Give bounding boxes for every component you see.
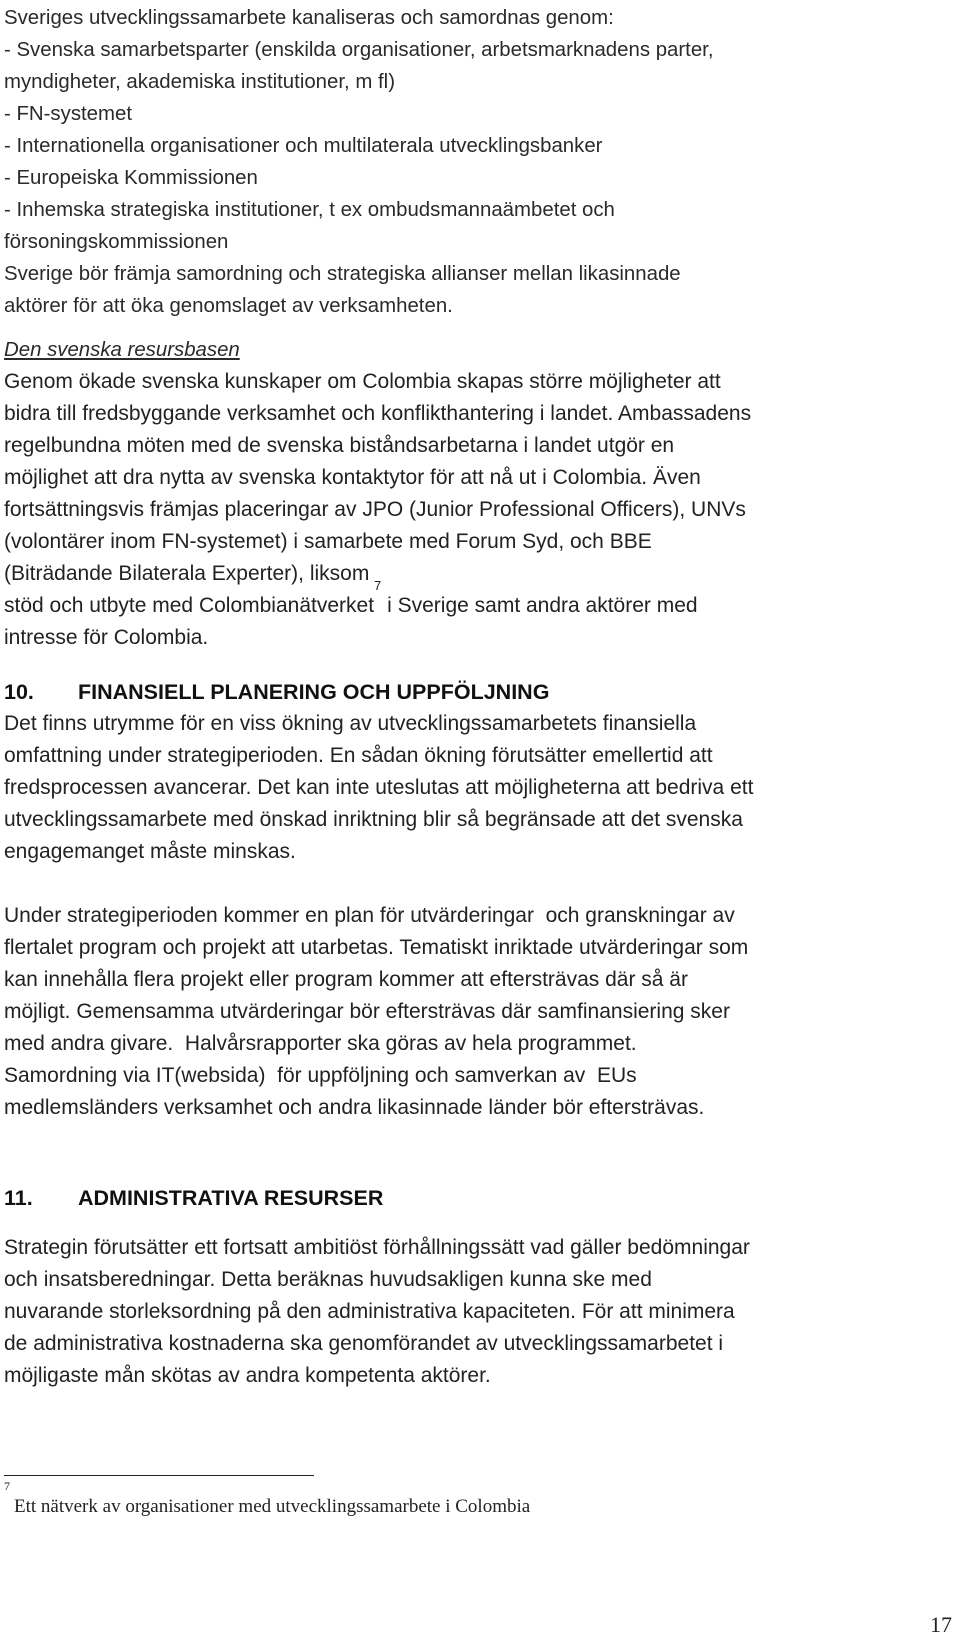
text-line: Genom ökade svenska kunskaper om Colombia skapas större möjligheter att	[4, 370, 721, 393]
text-line: och insatsberedningar. Detta beräknas huvudsakligen kunna ske med	[4, 1268, 652, 1291]
text-line: kan innehålla flera projekt eller program kommer att eftersträvas där så är	[4, 968, 688, 991]
footnote	[4, 1479, 531, 1521]
text-line: (volontärer inom FN-systemet) i samarbete med Forum Syd, och BBE	[4, 530, 652, 553]
text-line: myndigheter, akademiska institutioner, m fl)	[4, 71, 395, 93]
footnote-text: Ett nätverk av organisationer med utvecklingssamarbete i Colombia	[14, 1496, 531, 1517]
text-line: Under strategiperioden kommer en plan för utvärderingar och granskningar av	[4, 904, 735, 927]
section-title: ADMINISTRATIVA RESURSER	[78, 1186, 384, 1210]
text-line: Det finns utrymme för en viss ökning av utvecklingssamarbetets finansiella	[4, 712, 697, 735]
text-line: intresse för Colombia.	[4, 626, 209, 649]
text-line: (Biträdande Bilaterala Experter), liksom	[4, 562, 370, 585]
text-line: nuvarande storleksordning på den administrativa kapaciteten. För att minimera	[4, 1300, 735, 1323]
text-line: regelbundna möten med de svenska biståndsarbetarna i landet utgör en	[4, 434, 675, 457]
text-line: Strategin förutsätter ett fortsatt ambitiöst förhållningssätt vad gäller bedömningar	[4, 1236, 750, 1259]
text-line: aktörer för att öka genomslaget av verksamheten.	[4, 295, 453, 317]
text-line: utvecklingssamarbete med önskad inriktning blir så begränsade att det svenska	[4, 808, 743, 831]
subsection-title: Den svenska resursbasen	[4, 339, 240, 361]
text-segment: i Sverige samt andra aktörer med	[381, 594, 698, 617]
text-line: engagemanget måste minskas.	[4, 840, 296, 863]
text-line: de administrativa kostnaderna ska genomförandet av utvecklingssamarbetet i	[4, 1332, 724, 1355]
text-line: medlemsländers verksamhet och andra likasinnade länder bör eftersträvas.	[4, 1096, 705, 1119]
section-number: 10.	[4, 680, 34, 704]
resursbasen-block	[4, 334, 944, 654]
text-line: - Svenska samarbetsparter (enskilda organisationer, arbetsmarknadens parter,	[4, 39, 714, 61]
text-line: Sveriges utvecklingssamarbete kanaliseras och samordnas genom:	[4, 7, 614, 29]
text-line: - Internationella organisationer och multilaterala utvecklingsbanker	[4, 135, 603, 157]
text-line: möjligt. Gemensamma utvärderingar bör eftersträvas där samfinansiering sker	[4, 1000, 730, 1023]
text-line: Sverige bör främja samordning och strategiska allianser mellan likasinnade	[4, 263, 681, 285]
text-line: flertalet program och projekt att utarbetas. Tematiskt inriktade utvärderingar som	[4, 936, 749, 959]
text-line: omfattning under strategiperioden. En sådan ökning förutsätter emellertid att	[4, 744, 713, 767]
text-line: med andra givare. Halvårsrapporter ska göras av hela programmet.	[4, 1032, 637, 1055]
intro-block	[4, 2, 944, 322]
text-line: bidra till fredsbyggande verksamhet och konflikthantering i landet. Ambassadens	[4, 402, 752, 425]
text-line: fredsprocessen avancerar. Det kan inte uteslutas att möjligheterna att bedriva ett	[4, 776, 754, 799]
section-title: FINANSIELL PLANERING OCH UPPFÖLJNING	[78, 680, 550, 704]
section-11	[4, 1182, 944, 1392]
text-line: möjligaste mån skötas av andra kompetenta aktörer.	[4, 1364, 491, 1387]
document-page	[4, 2, 944, 1392]
text-line: fortsättningsvis främjas placeringar av JPO (Junior Professional Officers), UNVs	[4, 498, 746, 521]
text-line: - Inhemska strategiska institutioner, t ex ombudsmannaämbetet och	[4, 199, 615, 221]
text-line: möjlighet att dra nytta av svenska kontaktytor för att nå ut i Colombia. Även	[4, 466, 701, 489]
section-number: 11.	[4, 1186, 33, 1210]
footnote-marker: 7	[4, 1479, 10, 1493]
section-heading	[4, 676, 944, 708]
text-line: Samordning via IT(websida) för uppföljning och samverkan av EUs	[4, 1064, 637, 1087]
text-segment: stöd och utbyte med Colombianätverket	[4, 594, 375, 617]
text-line: försoningskommissionen	[4, 231, 229, 253]
text-line-with-footnote-ref	[4, 578, 944, 622]
section-heading	[4, 1182, 944, 1214]
page-number: 17	[930, 1612, 952, 1637]
footnote-divider	[4, 1475, 314, 1476]
footnote-ref: 7	[374, 578, 382, 593]
text-line: - Europeiska Kommissionen	[4, 167, 258, 189]
text-line: - FN-systemet	[4, 103, 133, 125]
section-10	[4, 676, 944, 1124]
